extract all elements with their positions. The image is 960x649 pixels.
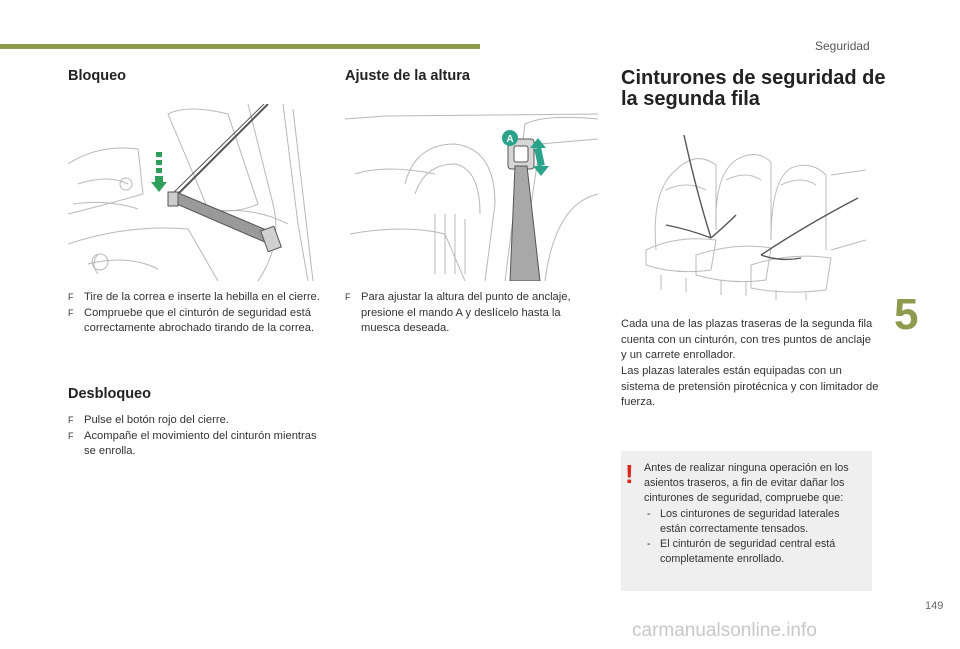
marker-a: A [506, 134, 514, 145]
bullet-marker: F [345, 292, 351, 302]
cinturones-paragraph-2: Las plazas laterales están equipadas con un sistema de pretensión pirotécnica y con limitador de fuerza. [621, 365, 879, 408]
list-item: F Tire de la correa e inserte la hebilla en el cierre. [68, 290, 324, 306]
bullet-marker: F [68, 292, 74, 302]
list-item: F Pulse el botón rojo del cierre. [68, 413, 324, 429]
cinturones-heading: Cinturones de seguridad de la segunda fila [621, 67, 886, 110]
bullet-marker: F [68, 307, 74, 318]
warning-note-text [644, 461, 866, 567]
bloqueo-illustration [68, 104, 319, 281]
note-item: - El cinturón de seguridad central está completamente enrollado. [647, 538, 836, 566]
bloqueo-heading: Bloqueo [68, 68, 126, 84]
list-item: F Acompañe el movimiento del cinturón mientras se enrolla. [68, 429, 317, 457]
warning-note-box [621, 451, 872, 591]
dash-marker: - [647, 538, 651, 551]
cinturones-paragraph-1: Cada una de las plazas traseras de la segunda fila cuenta con un cinturón, con tres puntos de anclaje y un carrete enrollador. [621, 318, 873, 361]
chapter-number: 5 [894, 290, 919, 339]
dash-marker: - [647, 507, 651, 520]
section-label: Seguridad [815, 39, 870, 53]
bullet-marker: F [68, 430, 74, 441]
rear-seats-illustration [636, 130, 866, 300]
bullet-marker: F [68, 415, 74, 425]
bloqueo-steps [68, 290, 324, 337]
page-number: 149 [925, 600, 944, 612]
watermark: carmanualsonline.info [632, 620, 817, 641]
ajuste-illustration [345, 104, 598, 281]
desbloqueo-heading: Desbloqueo [68, 386, 151, 402]
list-item: F Compruebe que el cinturón de seguridad está correctamente abrochado tirando de la correa. [68, 306, 315, 334]
note-intro: Antes de realizar ninguna operación en los asientos traseros, a fin de evitar dañar los cinturones de seguridad, compruebe que: [644, 462, 849, 505]
desbloqueo-steps [68, 413, 324, 460]
list-item: F Para ajustar la altura del punto de anclaje, presione el mando A y deslícelo hasta la muesca deseada. [345, 291, 571, 334]
ajuste-steps [345, 290, 595, 337]
header-accent-bar [0, 44, 480, 49]
ajuste-heading: Ajuste de la altura [345, 68, 470, 84]
note-item: - Los cinturones de seguridad laterales están correctamente tensados. [647, 507, 840, 535]
warning-icon: ! [625, 459, 634, 489]
